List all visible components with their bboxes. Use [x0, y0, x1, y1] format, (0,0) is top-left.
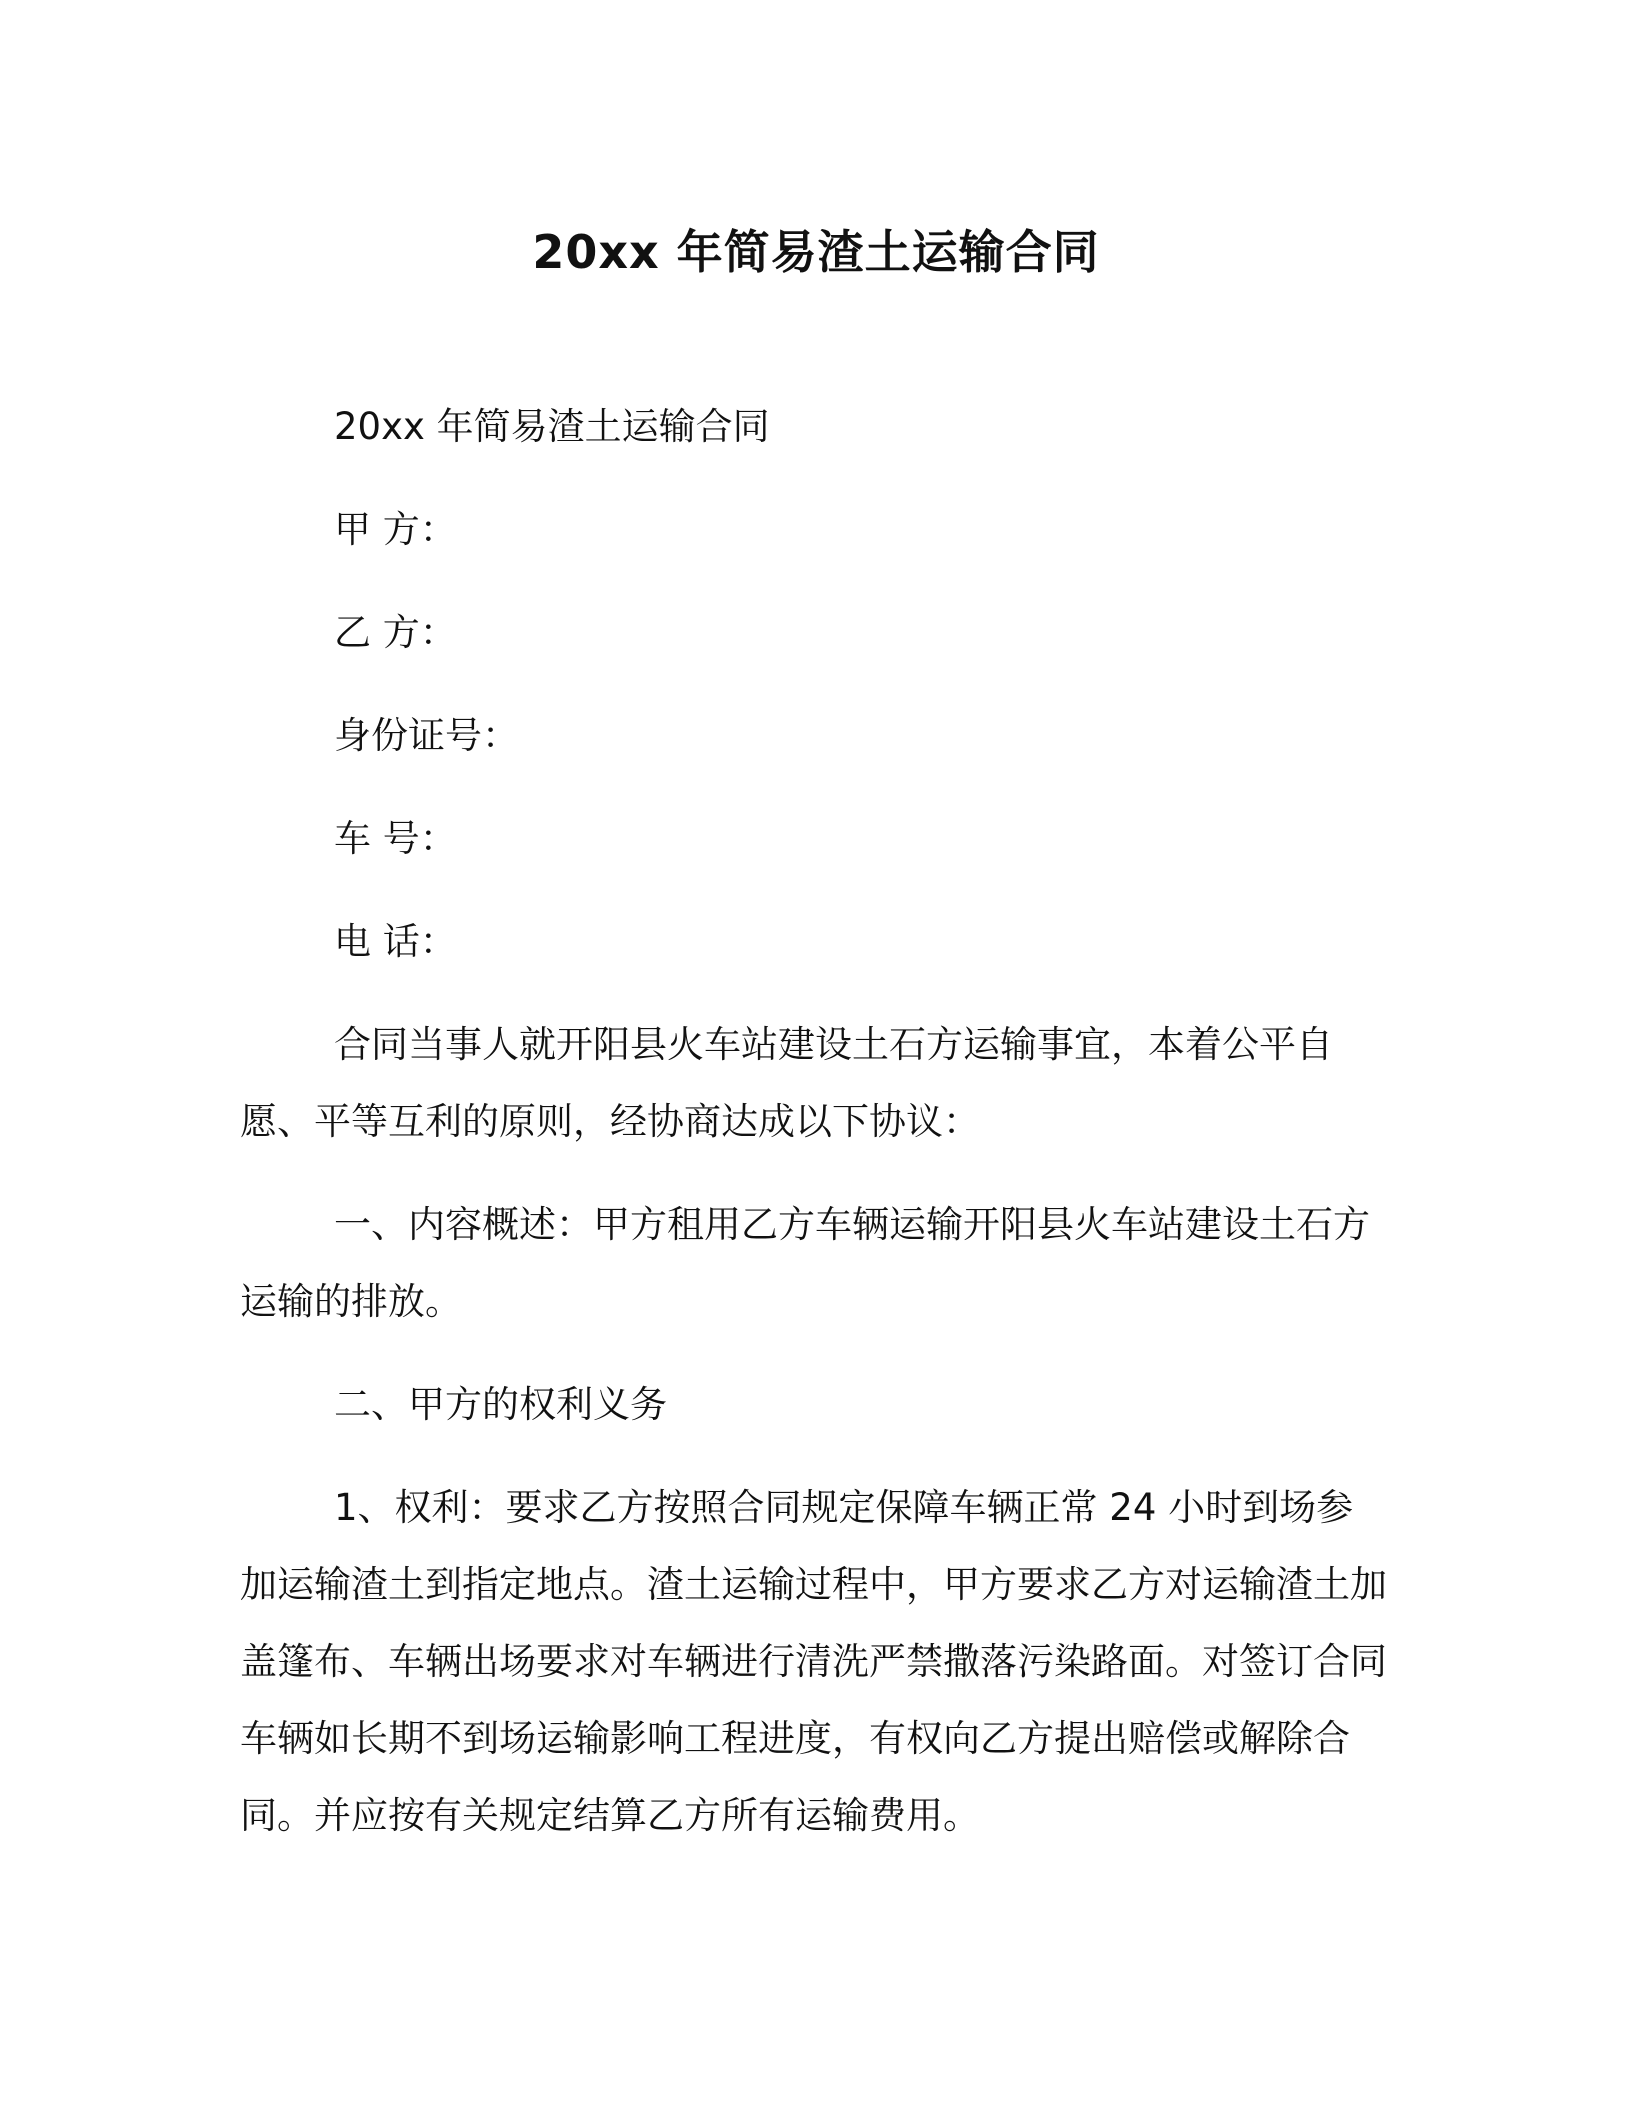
document-title: 20xx 年简易渣土运输合同: [532, 225, 1100, 279]
paragraph-party-a-rights-heading: 二、甲方的权利义务: [334, 1383, 667, 1426]
field-phone: 电 话：: [334, 920, 457, 963]
paragraph-party-a-rights: 1、权利：要求乙方按照合同规定保障车辆正常 24 小时到场参加运输渣土到指定地点。渣土运输过程中，甲方要求乙方对运输渣土加盖篷布、车辆出场要求对车辆进行清洗严禁撒落污染路面。对签订合同车辆如长期不到场运输影响工程进度，有权向乙方提出赔偿或解除合同。并应按有关规定结算乙方所有运输费用。: [240, 1486, 1387, 1837]
field-party-b: 乙 方：: [334, 611, 457, 654]
document-subtitle: 20xx 年简易渣土运输合同: [334, 405, 770, 448]
document-body: [240, 388, 1390, 1880]
field-vehicle-number: 车 号：: [334, 817, 457, 860]
field-party-a: 甲 方：: [334, 508, 457, 551]
paragraph-preamble: 合同当事人就开阳县火车站建设土石方运输事宜，本着公平自愿、平等互利的原则，经协商达成以下协议：: [240, 1023, 1333, 1143]
paragraph-content-overview: 一、内容概述：甲方租用乙方车辆运输开阳县火车站建设土石方运输的排放。: [240, 1203, 1370, 1323]
field-id-number: 身份证号：: [334, 714, 519, 757]
